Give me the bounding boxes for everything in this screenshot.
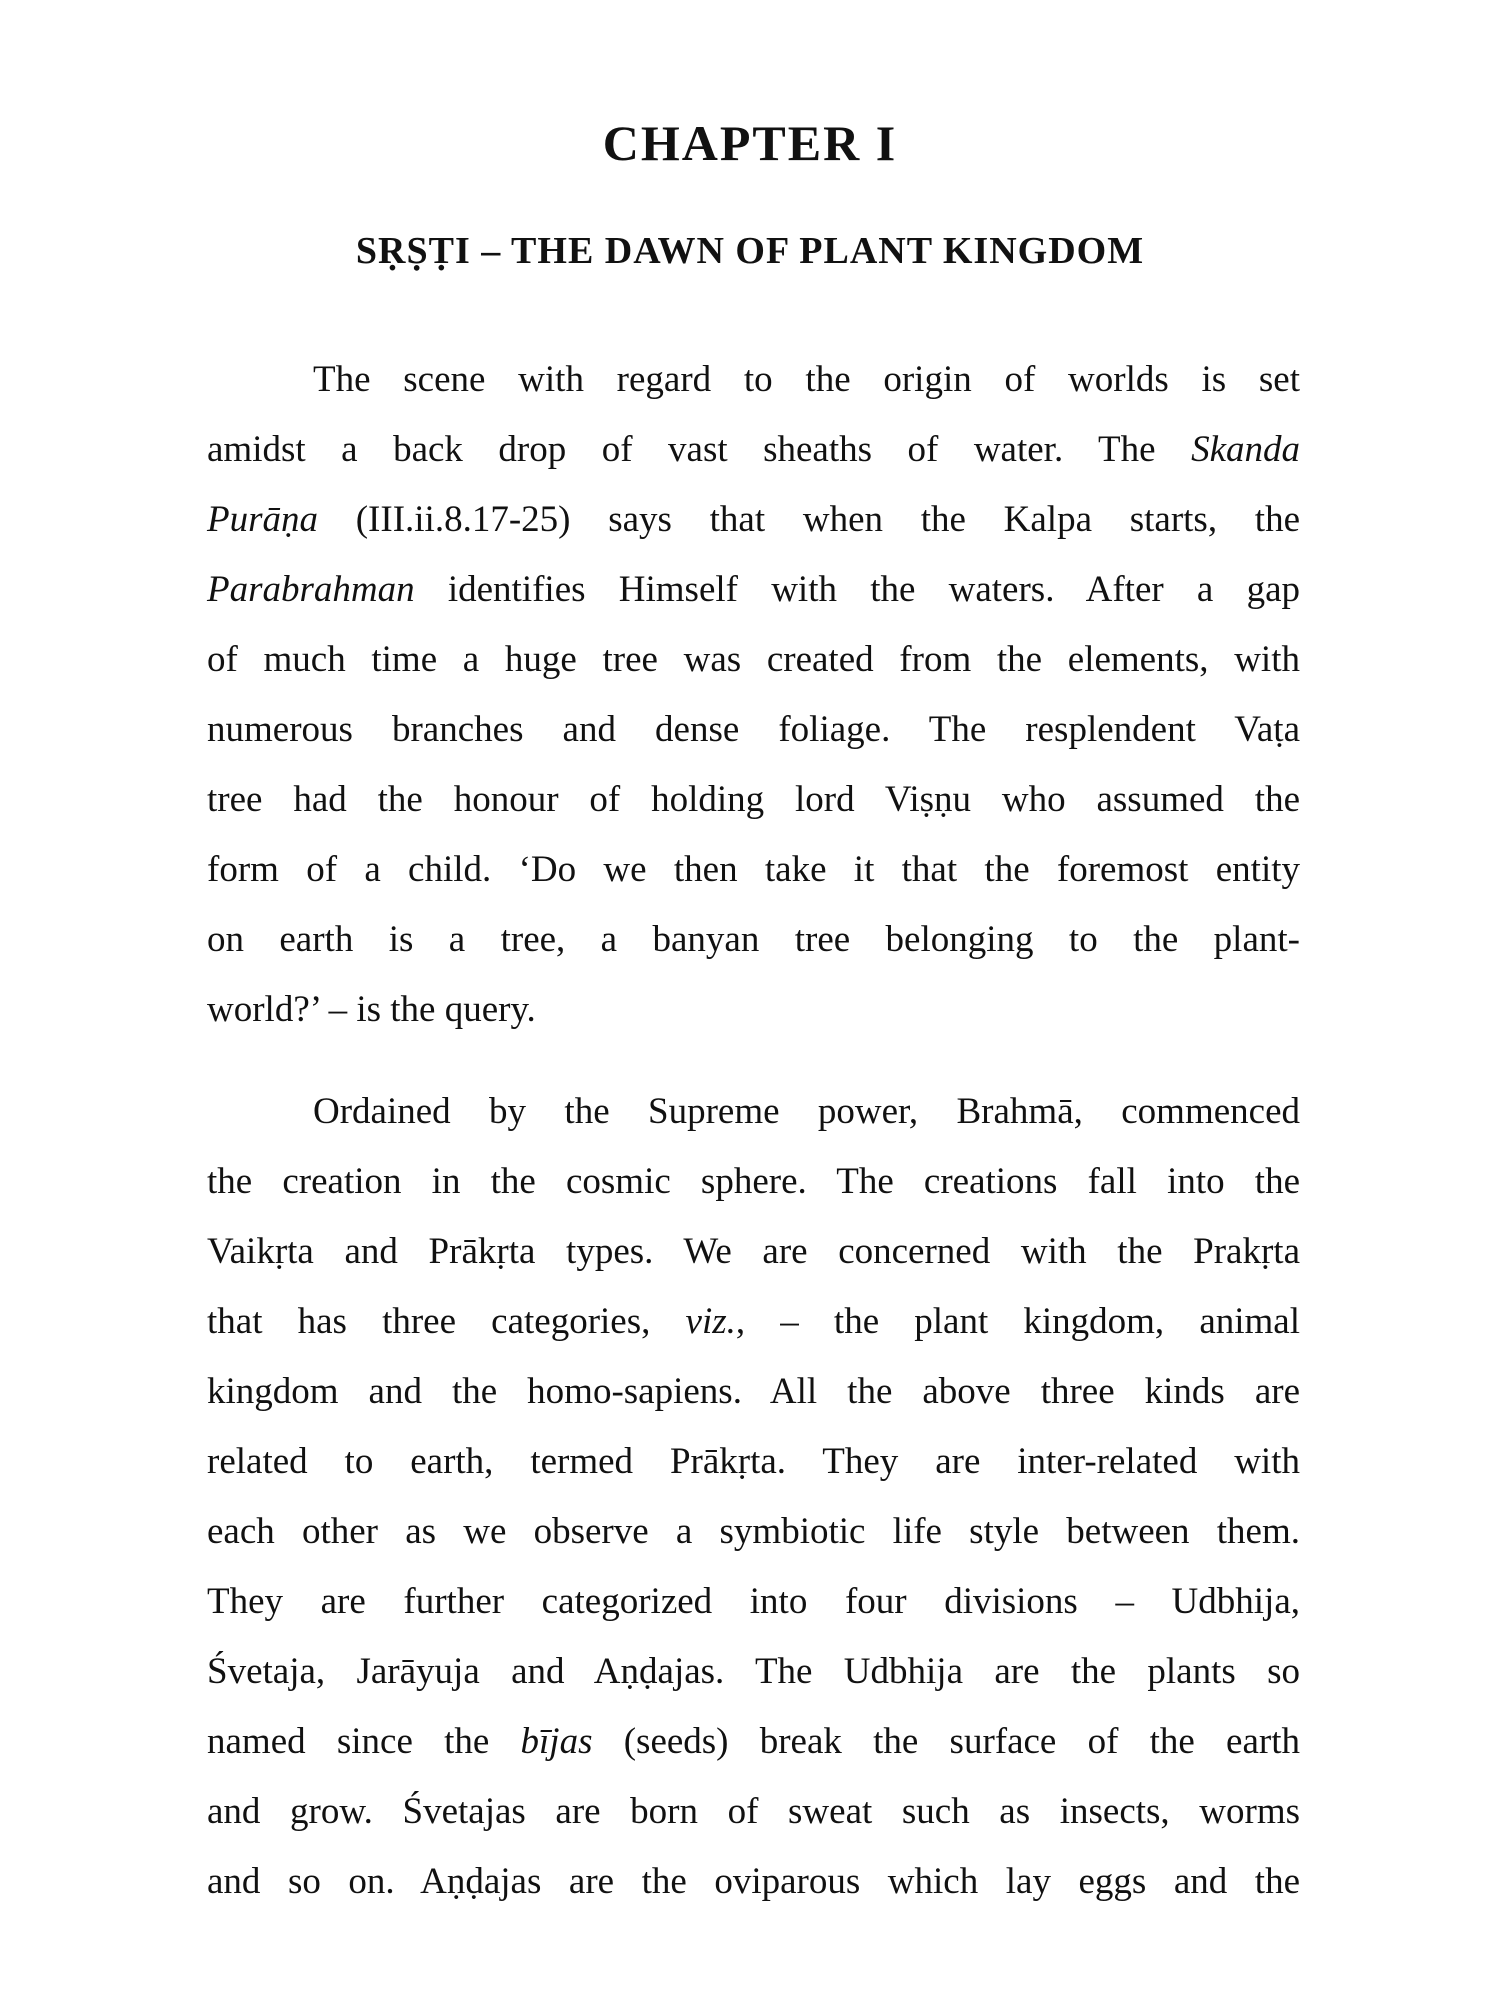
italic-term: Skanda [1191, 429, 1300, 470]
text-line: and so on. Aṇḍajas are the oviparous which lay eggs and the [207, 1861, 1300, 1902]
text-line: kingdom and the homo-sapiens. All the above three kinds are [207, 1371, 1300, 1412]
text-line: Ordained by the Supreme power, Brahmā, commenced [313, 1091, 1300, 1132]
text-line: The scene with regard to the origin of worlds is set [313, 359, 1300, 400]
text-line: Parabrahman identifies Himself with the waters. After a gap [207, 569, 1300, 610]
text-line: form of a child. ‘Do we then take it that the foremost entity [207, 849, 1300, 890]
paragraph-2 [207, 1077, 1300, 1917]
italic-term: Purāṇa [207, 499, 318, 540]
text-line: world?’ – is the query. [207, 989, 536, 1030]
text-line: the creation in the cosmic sphere. The creations fall into the [207, 1161, 1300, 1202]
text-line: amidst a back drop of vast sheaths of water. The Skanda [207, 429, 1300, 470]
text-line: Śvetaja, Jarāyuja and Aṇḍajas. The Udbhija are the plants so [207, 1651, 1300, 1692]
text-line: named since the bījas (seeds) break the surface of the earth [207, 1721, 1300, 1762]
italic-term: bījas [520, 1721, 593, 1762]
text-line: related to earth, termed Prākṛta. They are inter-related with [207, 1441, 1300, 1482]
text-line: on earth is a tree, a banyan tree belonging to the plant- [207, 919, 1300, 960]
text-line: Vaikṛta and Prākṛta types. We are concerned with the Prakṛta [207, 1231, 1300, 1272]
text-line: of much time a huge tree was created from the elements, with [207, 639, 1300, 680]
text-line: Purāṇa (III.ii.8.17-25) says that when the Kalpa starts, the [207, 499, 1300, 540]
text-line: numerous branches and dense foliage. The resplendent Vaṭa [207, 709, 1300, 750]
text-line: and grow. Śvetajas are born of sweat such as insects, worms [207, 1791, 1300, 1832]
text-line: They are further categorized into four divisions – Udbhija, [207, 1581, 1300, 1622]
italic-term: viz. [685, 1301, 736, 1342]
paragraph-text [207, 1077, 1300, 1917]
paragraph-1 [207, 345, 1300, 1045]
paragraph-text [207, 345, 1300, 1045]
chapter-title: CHAPTER I [602, 115, 898, 171]
chapter-subtitle: SṚṢṬI – THE DAWN OF PLANT KINGDOM [355, 230, 1145, 272]
text-line: each other as we observe a symbiotic life style between them. [207, 1511, 1300, 1552]
text-line: that has three categories, viz., – the plant kingdom, animal [207, 1301, 1301, 1342]
text-line: tree had the honour of holding lord Viṣṇu who assumed the [207, 779, 1300, 820]
italic-term: Parabrahman [207, 569, 415, 610]
